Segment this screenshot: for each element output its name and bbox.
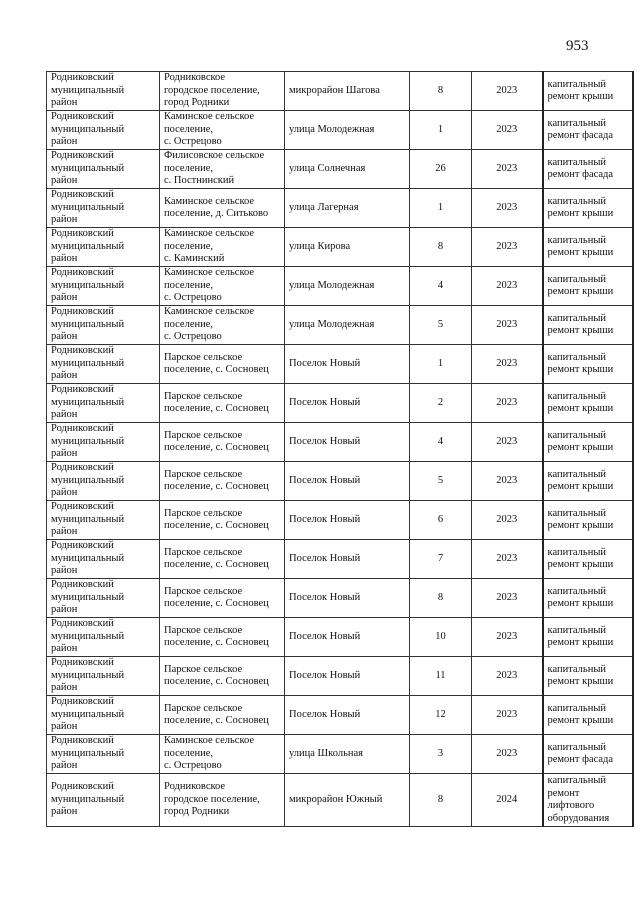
street-cell: микрорайон Южный xyxy=(285,774,410,827)
work-type-cell: капитальный ремонт крыши xyxy=(543,267,633,306)
settlement-cell: Парское сельское поселение, с. Сосновец xyxy=(160,423,285,462)
street-cell: Поселок Новый xyxy=(285,384,410,423)
street-cell: улица Солнечная xyxy=(285,150,410,189)
year-cell: 2023 xyxy=(472,735,543,774)
work-type-cell: капитальный ремонт крыши xyxy=(543,306,633,345)
settlement-cell: Парское сельское поселение, с. Сосновец xyxy=(160,657,285,696)
year-cell: 2023 xyxy=(472,228,543,267)
year-cell: 2024 xyxy=(472,774,543,827)
settlement-cell: Парское сельское поселение, с. Сосновец xyxy=(160,345,285,384)
street-cell: Поселок Новый xyxy=(285,462,410,501)
work-type-cell: капитальный ремонт крыши xyxy=(543,345,633,384)
house-number-cell: 5 xyxy=(410,306,472,345)
house-number-cell: 12 xyxy=(410,696,472,735)
work-type-cell: капитальный ремонт лифтового оборудования xyxy=(543,774,633,827)
year-cell: 2023 xyxy=(472,696,543,735)
repair-schedule-table xyxy=(46,71,634,827)
settlement-cell: Родниковское городское поселение, город Родники xyxy=(160,774,285,827)
table-row xyxy=(47,384,633,423)
work-type-cell: капитальный ремонт крыши xyxy=(543,540,633,579)
year-cell: 2023 xyxy=(472,267,543,306)
work-type-cell: капитальный ремонт крыши xyxy=(543,501,633,540)
settlement-cell: Каминское сельское поселение, с. Острецово xyxy=(160,267,285,306)
year-cell: 2023 xyxy=(472,423,543,462)
district-cell: Родниковский муниципальный район xyxy=(47,345,160,384)
district-cell: Родниковский муниципальный район xyxy=(47,228,160,267)
settlement-cell: Парское сельское поселение, с. Сосновец xyxy=(160,696,285,735)
table-row xyxy=(47,657,633,696)
house-number-cell: 1 xyxy=(410,189,472,228)
page-number: 953 xyxy=(566,38,589,54)
house-number-cell: 1 xyxy=(410,345,472,384)
settlement-cell: Филисовское сельское поселение, с. Постнинский xyxy=(160,150,285,189)
street-cell: Поселок Новый xyxy=(285,657,410,696)
district-cell: Родниковский муниципальный район xyxy=(47,657,160,696)
district-cell: Родниковский муниципальный район xyxy=(47,267,160,306)
street-cell: микрорайон Шагова xyxy=(285,72,410,111)
street-cell: улица Школьная xyxy=(285,735,410,774)
district-cell: Родниковский муниципальный район xyxy=(47,618,160,657)
district-cell: Родниковский муниципальный район xyxy=(47,306,160,345)
work-type-cell: капитальный ремонт крыши xyxy=(543,189,633,228)
table-row xyxy=(47,501,633,540)
house-number-cell: 8 xyxy=(410,579,472,618)
work-type-cell: капитальный ремонт крыши xyxy=(543,657,633,696)
settlement-cell: Парское сельское поселение, с. Сосновец xyxy=(160,501,285,540)
house-number-cell: 5 xyxy=(410,462,472,501)
work-type-cell: капитальный ремонт крыши xyxy=(543,696,633,735)
table-row xyxy=(47,150,633,189)
year-cell: 2023 xyxy=(472,384,543,423)
house-number-cell: 8 xyxy=(410,72,472,111)
settlement-cell: Парское сельское поселение, с. Сосновец xyxy=(160,384,285,423)
table-row xyxy=(47,111,633,150)
house-number-cell: 8 xyxy=(410,774,472,827)
district-cell: Родниковский муниципальный район xyxy=(47,462,160,501)
district-cell: Родниковский муниципальный район xyxy=(47,72,160,111)
district-cell: Родниковский муниципальный район xyxy=(47,540,160,579)
year-cell: 2023 xyxy=(472,501,543,540)
settlement-cell: Парское сельское поселение, с. Сосновец xyxy=(160,462,285,501)
house-number-cell: 26 xyxy=(410,150,472,189)
table-row xyxy=(47,696,633,735)
district-cell: Родниковский муниципальный район xyxy=(47,111,160,150)
work-type-cell: капитальный ремонт крыши xyxy=(543,579,633,618)
street-cell: Поселок Новый xyxy=(285,618,410,657)
work-type-cell: капитальный ремонт крыши xyxy=(543,618,633,657)
district-cell: Родниковский муниципальный район xyxy=(47,774,160,827)
district-cell: Родниковский муниципальный район xyxy=(47,735,160,774)
street-cell: Поселок Новый xyxy=(285,345,410,384)
street-cell: улица Лагерная xyxy=(285,189,410,228)
table-row xyxy=(47,72,633,111)
district-cell: Родниковский муниципальный район xyxy=(47,189,160,228)
street-cell: Поселок Новый xyxy=(285,423,410,462)
street-cell: Поселок Новый xyxy=(285,579,410,618)
settlement-cell: Родниковское городское поселение, город Родники xyxy=(160,72,285,111)
table-row xyxy=(47,189,633,228)
work-type-cell: капитальный ремонт крыши xyxy=(543,423,633,462)
table-row xyxy=(47,228,633,267)
work-type-cell: капитальный ремонт фасада xyxy=(543,150,633,189)
work-type-cell: капитальный ремонт крыши xyxy=(543,462,633,501)
year-cell: 2023 xyxy=(472,540,543,579)
house-number-cell: 3 xyxy=(410,735,472,774)
work-type-cell: капитальный ремонт фасада xyxy=(543,111,633,150)
year-cell: 2023 xyxy=(472,189,543,228)
house-number-cell: 11 xyxy=(410,657,472,696)
house-number-cell: 1 xyxy=(410,111,472,150)
work-type-cell: капитальный ремонт крыши xyxy=(543,384,633,423)
table-row xyxy=(47,423,633,462)
work-type-cell: капитальный ремонт крыши xyxy=(543,72,633,111)
street-cell: улица Молодежная xyxy=(285,267,410,306)
house-number-cell: 7 xyxy=(410,540,472,579)
district-cell: Родниковский муниципальный район xyxy=(47,384,160,423)
year-cell: 2023 xyxy=(472,618,543,657)
year-cell: 2023 xyxy=(472,111,543,150)
table-row xyxy=(47,774,633,827)
street-cell: Поселок Новый xyxy=(285,696,410,735)
settlement-cell: Каминское сельское поселение, с. Острецово xyxy=(160,111,285,150)
street-cell: улица Молодежная xyxy=(285,306,410,345)
work-type-cell: капитальный ремонт фасада xyxy=(543,735,633,774)
street-cell: Поселок Новый xyxy=(285,540,410,579)
table-row xyxy=(47,345,633,384)
table-row xyxy=(47,579,633,618)
house-number-cell: 6 xyxy=(410,501,472,540)
settlement-cell: Парское сельское поселение, с. Сосновец xyxy=(160,618,285,657)
year-cell: 2023 xyxy=(472,72,543,111)
house-number-cell: 8 xyxy=(410,228,472,267)
street-cell: улица Молодежная xyxy=(285,111,410,150)
house-number-cell: 4 xyxy=(410,423,472,462)
settlement-cell: Парское сельское поселение, с. Сосновец xyxy=(160,540,285,579)
district-cell: Родниковский муниципальный район xyxy=(47,150,160,189)
table-row xyxy=(47,462,633,501)
settlement-cell: Каминское сельское поселение, с. Острецово xyxy=(160,306,285,345)
district-cell: Родниковский муниципальный район xyxy=(47,423,160,462)
settlement-cell: Каминское сельское поселение, с. Острецово xyxy=(160,735,285,774)
work-type-cell: капитальный ремонт крыши xyxy=(543,228,633,267)
settlement-cell: Каминское сельское поселение, д. Ситьково xyxy=(160,189,285,228)
year-cell: 2023 xyxy=(472,306,543,345)
house-number-cell: 2 xyxy=(410,384,472,423)
house-number-cell: 10 xyxy=(410,618,472,657)
table-row xyxy=(47,306,633,345)
year-cell: 2023 xyxy=(472,462,543,501)
year-cell: 2023 xyxy=(472,657,543,696)
settlement-cell: Парское сельское поселение, с. Сосновец xyxy=(160,579,285,618)
street-cell: улица Кирова xyxy=(285,228,410,267)
street-cell: Поселок Новый xyxy=(285,501,410,540)
district-cell: Родниковский муниципальный район xyxy=(47,579,160,618)
house-number-cell: 4 xyxy=(410,267,472,306)
table-row xyxy=(47,618,633,657)
district-cell: Родниковский муниципальный район xyxy=(47,696,160,735)
settlement-cell: Каминское сельское поселение, с. Каминский xyxy=(160,228,285,267)
year-cell: 2023 xyxy=(472,345,543,384)
table-row xyxy=(47,735,633,774)
table-row xyxy=(47,267,633,306)
table-row xyxy=(47,540,633,579)
district-cell: Родниковский муниципальный район xyxy=(47,501,160,540)
year-cell: 2023 xyxy=(472,579,543,618)
year-cell: 2023 xyxy=(472,150,543,189)
